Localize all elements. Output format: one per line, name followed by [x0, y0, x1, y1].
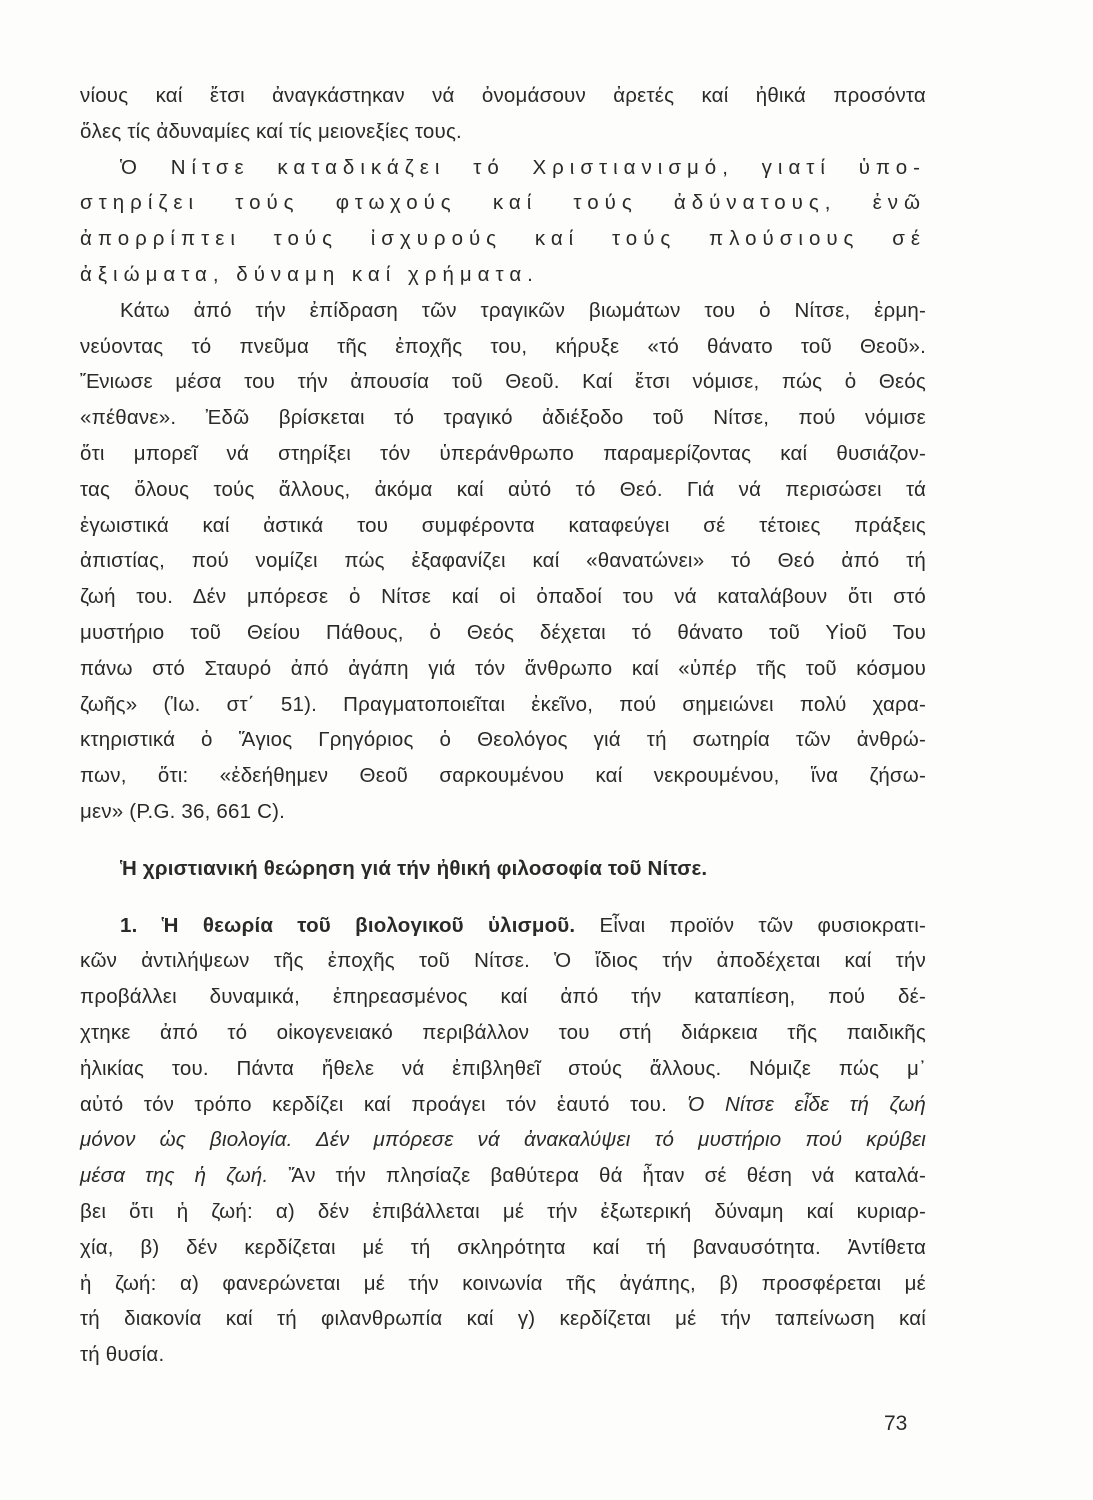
section-heading: Ἡ χριστιανική θεώρηση γιά τήν ἠθική φιλοσοφία τοῦ Νίτσε.	[120, 856, 708, 880]
text-line: χτηκε ἀπό τό οἰκογενειακό περιβάλλον του στή διάρκεια τῆς παιδικῆς	[80, 1020, 926, 1044]
subsection-title: 1. Ἡ θεωρία τοῦ βιολογικοῦ ὑλισμοῦ.	[120, 913, 576, 937]
text-line: ἀπορρίπτει τούς ἰσχυρούς καί τούς πλούσιους σέ	[80, 227, 926, 251]
text-line: τή διακονία καί τή φιλανθρωπία καί γ) κερδίζεται μέ τήν ταπείνωση καί	[80, 1307, 926, 1331]
text-line	[80, 1158, 926, 1194]
text-line: πάνω στό Σταυρό ἀπό ἀγάπη γιά τόν ἄνθρωπο καί «ὑπέρ τῆς τοῦ κόσμου	[80, 656, 926, 680]
page-number: 73	[884, 1412, 908, 1435]
text-line: στηρίζει τούς φτωχούς καί τούς ἀδύνατους, ἐνῶ	[80, 191, 926, 215]
text-line: χία, β) δέν κερδίζεται μέ τή σκληρότητα καί τή βαναυσότητα. Ἀντίθετα	[80, 1235, 926, 1259]
text-line: πων, ὅτι: «ἐδεήθημεν Θεοῦ σαρκουμένου καί νεκρουμένου, ἵνα ζήσω-	[80, 764, 926, 788]
italic-run: Ὁ Νίτσε εἶδε τή ζωή	[687, 1092, 926, 1116]
text-line: μυστήριο τοῦ Θείου Πάθους, ὁ Θεός δέχεται τό θάνατο τοῦ Υἱοῦ Του	[80, 620, 926, 644]
body-text	[80, 78, 926, 1373]
text-run: Ἄν τήν πλησίαζε βαθύτερα θά ἦταν σέ θέση νά καταλά-	[268, 1164, 926, 1188]
text-line: προβάλλει δυναμικά, ἐπηρεασμένος καί ἀπό τήν καταπίεση, πού δέ-	[80, 985, 926, 1009]
text-line	[80, 1087, 926, 1123]
text-run: Εἶναι προϊόν τῶν φυσιοκρατι-	[575, 913, 926, 937]
text-line	[80, 1122, 926, 1158]
text-line: «πέθανε». Ἐδῶ βρίσκεται τό τραγικό ἀδιέξοδο τοῦ Νίτσε, πού νόμισε	[80, 406, 926, 430]
text-line: κτηριστικά ὁ Ἅγιος Γρηγόριος ὁ Θεολόγος γιά τή σωτηρία τῶν ἀνθρώ-	[80, 728, 926, 752]
text-line: τή θυσία.	[80, 1343, 165, 1367]
text-line	[80, 908, 926, 944]
text-line: νίους καί ἔτσι ἀναγκάστηκαν νά ὀνομάσουν ἀρετές καί ἠθικά προσόντα	[80, 84, 926, 107]
text-run: αὐτό τόν τρόπο κερδίζει καί προάγει τόν ἑαυτό του.	[80, 1092, 688, 1116]
text-line: κῶν ἀντιλήψεων τῆς ἐποχῆς τοῦ Νίτσε. Ὁ ἴδιος τήν ἀποδέχεται καί τήν	[80, 949, 926, 973]
text-line: ἡλικίας του. Πάντα ἤθελε νά ἐπιβληθεῖ στούς ἄλλους. Νόμιζε πώς μ᾽	[80, 1056, 926, 1080]
text-line: νεύοντας τό πνεῦμα τῆς ἐποχῆς του, κήρυξε «τό θάνατο τοῦ Θεοῦ».	[80, 334, 926, 358]
text-line: ἀπιστίας, πού νομίζει πώς ἐξαφανίζει καί «θανατώνει» τό Θεό ἀπό τή	[80, 549, 926, 573]
text-line: ἐγωιστικά καί ἀστικά του συμφέροντα καταφεύγει σέ τέτοιες πράξεις	[80, 513, 926, 537]
text-line: ἀξιώματα, δύναμη καί χρήματα.	[80, 262, 539, 286]
text-line: ζωῆς» (Ἰω. στ΄ 51). Πραγματοποιεῖται ἐκεῖνο, πού σημειώνει πολύ χαρα-	[80, 692, 926, 716]
text-line: ὅτι μπορεῖ νά στηρίξει τόν ὑπεράνθρωπο παραμερίζοντας καί θυσιάζον-	[80, 441, 926, 465]
text-line: τας ὅλους τούς ἄλλους, ἀκόμα καί αὐτό τό Θεό. Γιά νά περισώσει τά	[80, 477, 926, 501]
italic-run: μέσα της ἡ ζωή.	[80, 1164, 269, 1188]
text-line: ὅλες τίς ἀδυναμίες καί τίς μειονεξίες τους.	[80, 119, 462, 143]
text-line: ζωή του. Δέν μπόρεσε ὁ Νίτσε καί οἱ ὀπαδοί του νά καταλάβουν ὅτι στό	[80, 585, 926, 609]
text-line: Ἔνιωσε μέσα του τήν ἀπουσία τοῦ Θεοῦ. Καί ἔτσι νόμισε, πώς ὁ Θεός	[80, 370, 926, 394]
text-line: ἡ ζωή: α) φανερώνεται μέ τήν κοινωνία τῆς ἀγάπης, β) προσφέρεται μέ	[80, 1271, 926, 1295]
text-line: μεν» (P.G. 36, 661 C).	[80, 799, 286, 823]
text-line: βει ὅτι ἡ ζωή: α) δέν ἐπιβάλλεται μέ τήν ἐξωτερική δύναμη καί κυριαρ-	[80, 1199, 926, 1223]
text-line: Κάτω ἀπό τήν ἐπίδραση τῶν τραγικῶν βιωμάτων του ὁ Νίτσε, ἑρμη-	[120, 298, 926, 322]
italic-run: μόνον ὡς βιολογία. Δέν μπόρεσε νά ἀνακαλύψει τό μυστήριο πού κρύβει	[80, 1128, 926, 1152]
text-line: Ὁ Νίτσε καταδικάζει τό Χριστιανισμό, γιατί ὑπο-	[120, 155, 926, 179]
